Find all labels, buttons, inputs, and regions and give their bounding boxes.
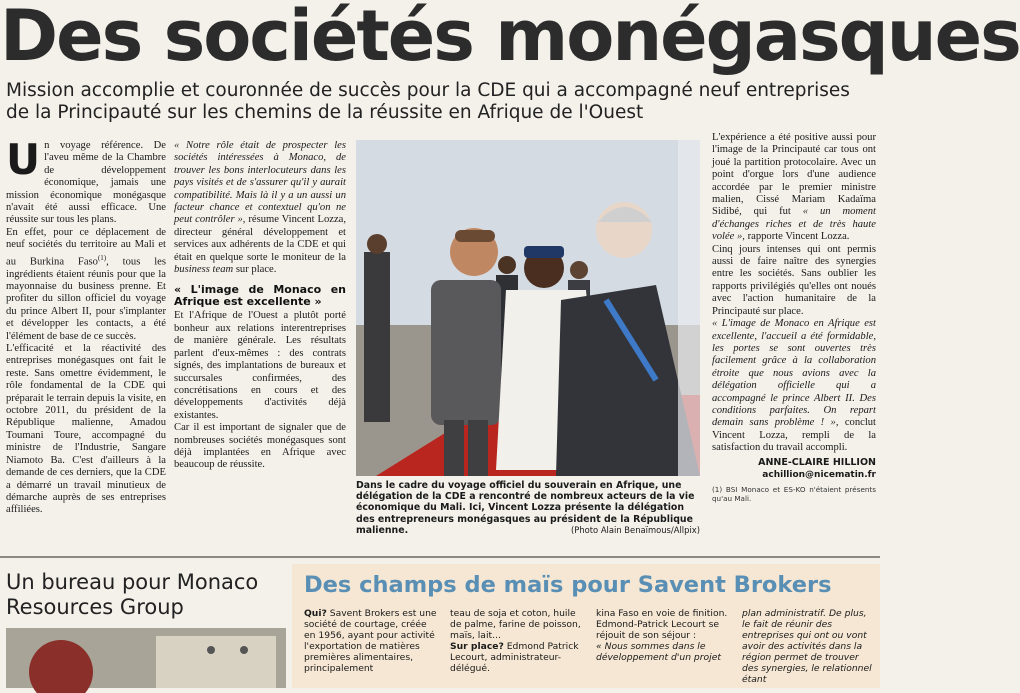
subheading: « L'image de Monaco en Afrique est excellente » <box>174 283 346 309</box>
article-column-3 <box>712 132 876 503</box>
background-wall <box>156 636 276 688</box>
col2-paragraph-1-end: sur place. <box>235 264 277 276</box>
col3-paragraph-2: Cinq jours intenses qui ont permis aussi de faire naître des synergies entre les sociétés. Sans oublier les rapports privilégiés qu'elles ont noués avec l'action humanitaire de la Principauté sur place. <box>712 243 876 317</box>
sidebar-text-2b: Edmond Patrick Lecourt, administrateur-délégué. <box>450 641 579 674</box>
col2-business-team: business team <box>174 264 234 276</box>
standfirst: Mission accomplie et couronnée de succès pour la CDE qui a accompagné neuf entreprises de la Principauté sur les chemins de la réussite en Afrique de l'Ouest <box>6 80 850 123</box>
col1-paragraph-3: L'efficacité et la réactivité des entreprises monégasques ont fait le reste. Sans omettre évidemment, le rôle fondamental de la CDE qui préparait le terrain depuis la visite, en octobre 2011, du président de la République malienne, Amadou Toumani Toure, accompagné du ministre de l'Industrie, Sangare Niamoto Ba. C'est d'ailleurs à la demande de ces derniers, que la CDE a démarré un travail minutieux de démarche auprès de ses entreprises affiliées. <box>6 343 166 516</box>
col1-paragraph-1: n voyage référence. De l'aveu même de la Chambre de développement économique, jamais une mission économique monégasque n'avait été aussi efficace. Une réussite sur tous les plans. <box>6 140 166 226</box>
author-signature: ANNE-CLAIRE HILLION <box>758 456 876 468</box>
sidebar-column-3 <box>596 608 732 663</box>
footnote: (1) BSI Monaco et ES-KO n'étaient présents qu'au Mali. <box>712 485 876 504</box>
col2-paragraph-1: , résume Vincent Lozza, directeur général développement et services aux adhérents de la CDE et qui était en quelque sorte le moniteur de la <box>174 214 346 263</box>
col3-paragraph-1b: , rapporte Vincent Lozza. <box>742 231 850 243</box>
article-column-2 <box>174 140 346 472</box>
article-photo <box>356 140 700 476</box>
dot <box>240 646 248 654</box>
photo-caption <box>356 480 700 536</box>
sidebar-column-1 <box>304 608 440 674</box>
col2-quote-1: « Notre rôle était de prospecter les sociétés intéressées à Monaco, de trouver les bons interlocuteurs dans les pays visités et de s'assurer qu'il y aurait compatibilité. Mais là il y a un aussi un facteur chance et contextuel qu'on ne peut contrôler » <box>174 140 346 226</box>
sidebar-text-3a: kina Faso en voie de finition. <box>596 608 728 619</box>
sidebar-quote: « Nous sommes dans le développement d'un projet <box>596 641 721 663</box>
headline: Des sociétés monégasques <box>0 0 1020 77</box>
col3-paragraph-1a: L'expérience a été positive aussi pour l'image de la Principauté car tous ont joué la partition protocolaire. Avec un point d'orgue lors d'une audience accordée par le premier ministre malien, Cissé Mariam Kadaïma Sidibé, qui fut <box>712 132 876 218</box>
col3-quote-1: « un moment d'échanges riches et de très haute volée » <box>712 206 876 243</box>
sidebar-text-4: plan administratif. De plus, le fait de réunir des entreprises qui ont ou vont avoir des activités dans la région permet de trouver des synergies, le relationnel étant <box>742 608 872 685</box>
secondary-headline: Un bureau pour Monaco Resources Group <box>6 570 259 619</box>
sidebar-column-2 <box>450 608 586 674</box>
footnote-ref: (1) <box>97 253 107 262</box>
sidebar-box <box>292 564 880 688</box>
col3-paragraph-3: , conclut Vincent Lozza, rempli de la satisfaction du travail accompli. <box>712 417 876 454</box>
secondary-photo-illustration <box>6 628 286 688</box>
article-column-1 <box>6 135 166 517</box>
photo-credit: (Photo Alain Benaïmous/Allpix) <box>571 524 700 535</box>
col2-paragraph-3: Car il est important de signaler que de nombreuses sociétés monégasques sont déjà implantées en Afrique avec beaucoup de réussite. <box>174 422 346 471</box>
photo-illustration <box>356 140 700 476</box>
col1-paragraph-2b: , tous les ingrédients étaient réunis pour que la mayonnaise du business prenne. Et profiter du sillon officiel du voyage du prince Albert II, pour s'implanter et développer les contacts, a été l'élément de base de ce succès. <box>6 256 166 342</box>
section-divider <box>0 556 880 558</box>
dot <box>207 646 215 654</box>
sidebar-column-4 <box>742 608 872 685</box>
drop-cap: U <box>6 135 41 184</box>
right-foreground-blur <box>678 140 700 476</box>
author-email: achillion@nicematin.fr <box>762 469 876 480</box>
sidebar-headline: Des champs de maïs pour Savent Brokers <box>304 572 832 598</box>
col2-paragraph-2: Et l'Afrique de l'Ouest a plutôt porté bonheur aux relations interentreprises de manière générale. Les résultats parlent d'eux-mêmes : des contrats signés, des implantations de bureaux et succursales confirmées, des concrétisations en cours et des développements d'activités déjà existantes. <box>174 310 346 421</box>
label-qui: Qui? <box>304 608 327 619</box>
secondary-photo <box>6 628 286 688</box>
col1-paragraph-2a: En effet, pour ce déplacement de neuf sociétés du territoire au Mali et au Burkina Faso <box>6 226 166 268</box>
sidebar-text-1: Savent Brokers est une société de courtage, créée en 1956, ayant pour activité l'exportation de matières premières alimentaires, principalement <box>304 608 437 674</box>
col3-quote-2: « L'image de Monaco en Afrique est excellente, l'accueil a été formidable, les portes se sont ouvertes très facilement grâce à la collaboration étroite que nous avions avec la délégation officielle qui a accompagné le prince Albert II. Des conditions parfaites. On repart demain sans problème ! » <box>712 318 876 429</box>
sidebar-text-3b: Edmond-Patrick Lecourt se réjouit de son séjour : <box>596 619 720 641</box>
label-sur-place: Sur place? <box>450 641 504 652</box>
sidebar-text-2a: teau de soja et coton, huile de palme, farine de poisson, maïs, lait... <box>450 608 581 641</box>
caption-text: Dans le cadre du voyage officiel du souverain en Afrique, une délégation de la CDE a rencontré de nombreux acteurs de la vie économique du Mali. Ici, Vincent Lozza présente la délégation des entrepreneurs monégasques au président de la République malienne. <box>356 480 695 536</box>
